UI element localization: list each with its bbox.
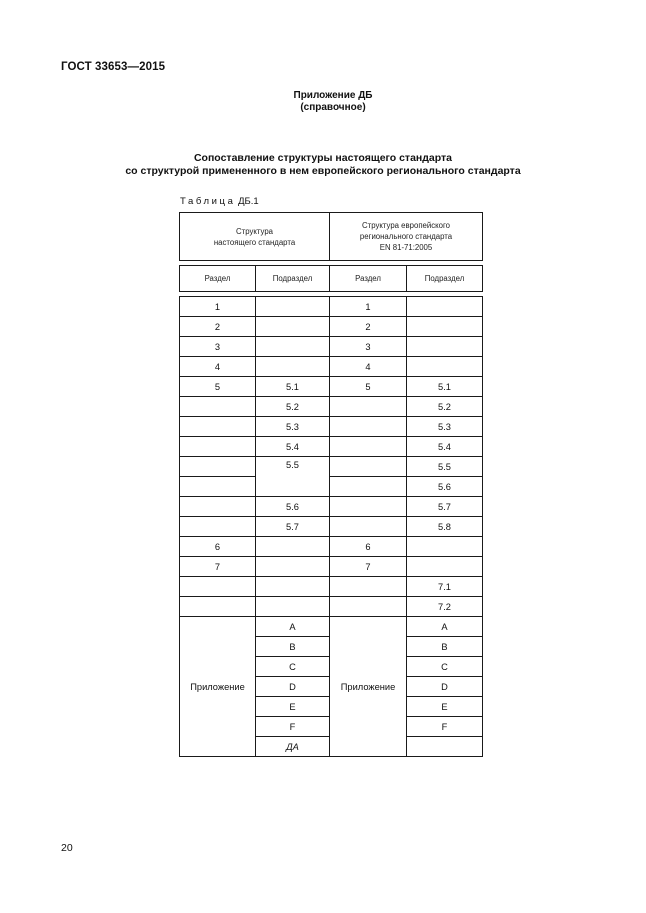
table-row [180,537,483,557]
structure-comparison-table [179,212,483,757]
table-cell: 5.2 [407,397,483,417]
table-row [180,397,483,417]
table-cell [180,497,256,517]
group-header-european-standard: Структура европейского регионального стандарта EN 81-71:2005 [330,213,483,261]
annex-cell-european [407,737,483,757]
table-cell [330,477,407,497]
table-row [180,357,483,377]
table-cell: 3 [330,337,407,357]
table-row [180,437,483,457]
table-cell [407,557,483,577]
table-cell: 2 [180,317,256,337]
table-cell: 7.2 [407,597,483,617]
table-cell [180,577,256,597]
table-row [180,297,483,317]
table-cell: 7.1 [407,577,483,597]
table-cell: 5.3 [407,417,483,437]
table-cell [256,537,330,557]
table-cell [407,297,483,317]
table-row [180,417,483,437]
table-cell: 1 [180,297,256,317]
annex-label-current: Приложение [180,617,256,757]
table-cell: 6 [330,537,407,557]
annex-label-european: Приложение [330,617,407,757]
table-row [180,577,483,597]
table-row [180,477,483,497]
table-cell [180,517,256,537]
table-cell [256,297,330,317]
table-row [180,337,483,357]
table-row [180,597,483,617]
annex-cell-european: C [407,657,483,677]
table-cell: 5.3 [256,417,330,437]
table-cell: 5.7 [256,517,330,537]
table-cell: 5.8 [407,517,483,537]
annex-heading [0,90,646,114]
table-cell: 7 [330,557,407,577]
annex-cell-european: D [407,677,483,697]
table-cell: 5.5 [407,457,483,477]
table-cell: 3 [180,337,256,357]
table-cell [330,437,407,457]
table-cell: 5.7 [407,497,483,517]
section-title [0,152,646,177]
table-cell: 5.2 [256,397,330,417]
annex-cell-current: A [256,617,330,637]
table-cell: 5.1 [407,377,483,397]
table-cell: 5.4 [407,437,483,457]
annex-title: Приложение ДБ [293,90,373,101]
table-cell [407,317,483,337]
table-cell [180,437,256,457]
table-cell: 5.6 [256,497,330,517]
table-caption-id: ДБ.1 [238,196,259,207]
annex-cell-current: ДА [256,737,330,757]
table-cell [407,357,483,377]
annex-cell-current: F [256,717,330,737]
table-cell: 5.4 [256,437,330,457]
table-cell [330,517,407,537]
table-row [180,517,483,537]
table-cell: 5.5 [256,457,330,497]
table-cell: 5.6 [407,477,483,497]
column-header: Раздел [330,266,407,292]
page-number: 20 [61,842,73,854]
table-cell [180,397,256,417]
table-cell [330,497,407,517]
table-cell [180,477,256,497]
table-cell [180,417,256,437]
table-cell [256,597,330,617]
table-cell: 4 [330,357,407,377]
table-cell [407,537,483,557]
table-cell [256,357,330,377]
annex-cell-european: B [407,637,483,657]
table-cell [256,337,330,357]
column-header: Подраздел [407,266,483,292]
table-cell [256,557,330,577]
table-cell: 7 [180,557,256,577]
column-header: Подраздел [256,266,330,292]
section-title-line-2: со структурой примененного в нем европейского регионального стандарта [125,164,521,177]
table-cell: 5 [330,377,407,397]
annex-subtitle: (справочное) [300,102,366,113]
annex-cell-european: A [407,617,483,637]
table-cell: 5 [180,377,256,397]
annex-cell-current: E [256,697,330,717]
section-title-line-1: Сопоставление структуры настоящего стандарта [193,152,453,164]
table-cell [180,457,256,477]
table-row [180,617,483,637]
annex-cell-european: F [407,717,483,737]
group-header-current-standard: Структура настоящего стандарта [180,213,330,261]
table-caption [180,196,259,207]
table-row [180,557,483,577]
table-cell: 6 [180,537,256,557]
table-row [180,317,483,337]
table-cell: 4 [180,357,256,377]
table-cell [407,337,483,357]
table-cell [256,577,330,597]
table-cell: 1 [330,297,407,317]
table-cell [330,457,407,477]
table-cell: 2 [330,317,407,337]
annex-cell-current: B [256,637,330,657]
annex-cell-european: E [407,697,483,717]
table-cell [180,597,256,617]
document-code: ГОСТ 33653—2015 [61,61,166,73]
table-cell [330,577,407,597]
table-row [180,497,483,517]
table-cell: 5.1 [256,377,330,397]
table-cell [330,417,407,437]
table-row [180,457,483,477]
table-caption-word: Таблица [180,196,236,207]
annex-cell-current: D [256,677,330,697]
table-row [180,377,483,397]
annex-cell-current: C [256,657,330,677]
table-cell [330,397,407,417]
table-cell [256,317,330,337]
column-header: Раздел [180,266,256,292]
table-cell [330,597,407,617]
